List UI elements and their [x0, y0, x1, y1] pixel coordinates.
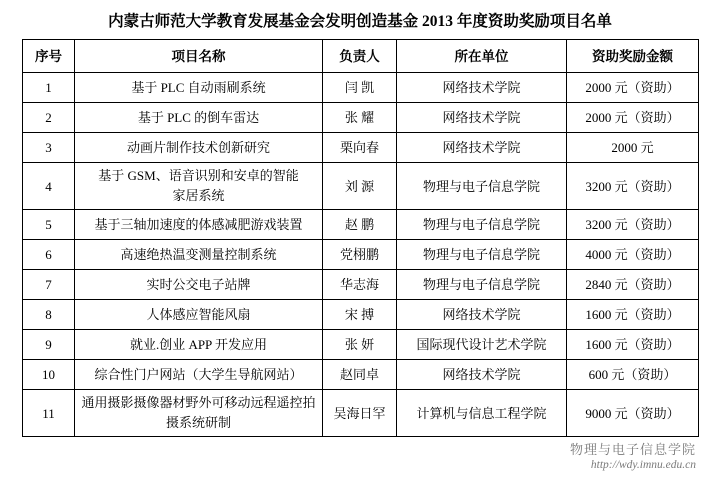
cell-amount: 3200 元（资助）	[567, 163, 699, 210]
cell-project-line1: 通用摄影摄像器材野外可移动远程遥控拍	[81, 395, 316, 410]
cell-no: 3	[23, 133, 75, 163]
cell-leader: 宋 搏	[323, 300, 397, 330]
cell-leader: 赵 鹏	[323, 210, 397, 240]
cell-dept: 网络技术学院	[397, 103, 567, 133]
cell-leader: 张 耀	[323, 103, 397, 133]
table-row	[23, 330, 699, 360]
cell-no: 7	[23, 270, 75, 300]
cell-project: 人体感应智能风扇	[75, 300, 323, 330]
cell-amount: 1600 元（资助）	[567, 330, 699, 360]
table-row	[23, 163, 699, 210]
cell-dept: 网络技术学院	[397, 300, 567, 330]
cell-leader: 张 妍	[323, 330, 397, 360]
cell-leader: 刘 源	[323, 163, 397, 210]
grant-project-table	[22, 39, 699, 437]
cell-leader: 栗向春	[323, 133, 397, 163]
cell-dept: 网络技术学院	[397, 133, 567, 163]
cell-amount: 2000 元（资助）	[567, 103, 699, 133]
cell-amount: 4000 元（资助）	[567, 240, 699, 270]
cell-no: 6	[23, 240, 75, 270]
cell-leader: 党栩鹏	[323, 240, 397, 270]
cell-no: 8	[23, 300, 75, 330]
cell-no: 1	[23, 73, 75, 103]
column-header-project: 项目名称	[75, 40, 323, 73]
table-row	[23, 73, 699, 103]
column-header-amount: 资助奖励金额	[567, 40, 699, 73]
cell-project: 综合性门户网站（大学生导航网站）	[75, 360, 323, 390]
cell-leader: 赵同卓	[323, 360, 397, 390]
cell-no: 2	[23, 103, 75, 133]
cell-dept: 国际现代设计艺术学院	[397, 330, 567, 360]
cell-leader: 吴海日罕	[323, 390, 397, 437]
table-header-row	[23, 40, 699, 73]
cell-amount: 2840 元（资助）	[567, 270, 699, 300]
table-row	[23, 103, 699, 133]
cell-dept: 物理与电子信息学院	[397, 163, 567, 210]
footer-watermark	[570, 441, 696, 472]
cell-no: 4	[23, 163, 75, 210]
cell-project-line2: 家居系统	[172, 188, 225, 203]
cell-leader: 闫 凯	[323, 73, 397, 103]
cell-dept: 网络技术学院	[397, 360, 567, 390]
table-row	[23, 240, 699, 270]
cell-dept: 物理与电子信息学院	[397, 240, 567, 270]
cell-amount: 2000 元（资助）	[567, 73, 699, 103]
cell-amount: 1600 元（资助）	[567, 300, 699, 330]
table-row	[23, 300, 699, 330]
cell-dept: 网络技术学院	[397, 73, 567, 103]
cell-no: 9	[23, 330, 75, 360]
cell-no: 5	[23, 210, 75, 240]
cell-project: 基于 PLC 自动雨刷系统	[75, 73, 323, 103]
cell-project-line2: 摄系统研制	[165, 415, 231, 430]
table-row	[23, 270, 699, 300]
page-title: 内蒙古师范大学教育发展基金会发明创造基金 2013 年度资助奖励项目名单	[108, 13, 612, 30]
cell-dept: 物理与电子信息学院	[397, 270, 567, 300]
cell-project-line1: 基于 GSM、语音识别和安卓的智能	[98, 168, 299, 183]
cell-project: 基于 PLC 的倒车雷达	[75, 103, 323, 133]
cell-amount: 600 元（资助）	[567, 360, 699, 390]
cell-no: 10	[23, 360, 75, 390]
column-header-no: 序号	[23, 40, 75, 73]
cell-project: 实时公交电子站牌	[75, 270, 323, 300]
cell-dept: 物理与电子信息学院	[397, 210, 567, 240]
cell-project: 高速绝热温变测量控制系统	[75, 240, 323, 270]
cell-project: 就业.创业 APP 开发应用	[75, 330, 323, 360]
table-row	[23, 133, 699, 163]
cell-project	[75, 390, 323, 437]
table-row	[23, 390, 699, 437]
cell-amount: 9000 元（资助）	[567, 390, 699, 437]
cell-leader: 华志海	[323, 270, 397, 300]
table-row	[23, 360, 699, 390]
cell-project: 基于三轴加速度的体感减肥游戏装置	[75, 210, 323, 240]
cell-amount: 3200 元（资助）	[567, 210, 699, 240]
cell-no: 11	[23, 390, 75, 437]
cell-amount: 2000 元	[567, 133, 699, 163]
column-header-dept: 所在单位	[397, 40, 567, 73]
cell-project	[75, 163, 323, 210]
column-header-leader: 负责人	[323, 40, 397, 73]
footer-organization: 物理与电子信息学院	[569, 442, 696, 457]
cell-dept: 计算机与信息工程学院	[397, 390, 567, 437]
footer-url: http://wdy.imnu.edu.cn	[590, 459, 696, 471]
table-row	[23, 210, 699, 240]
cell-project: 动画片制作技术创新研究	[75, 133, 323, 163]
